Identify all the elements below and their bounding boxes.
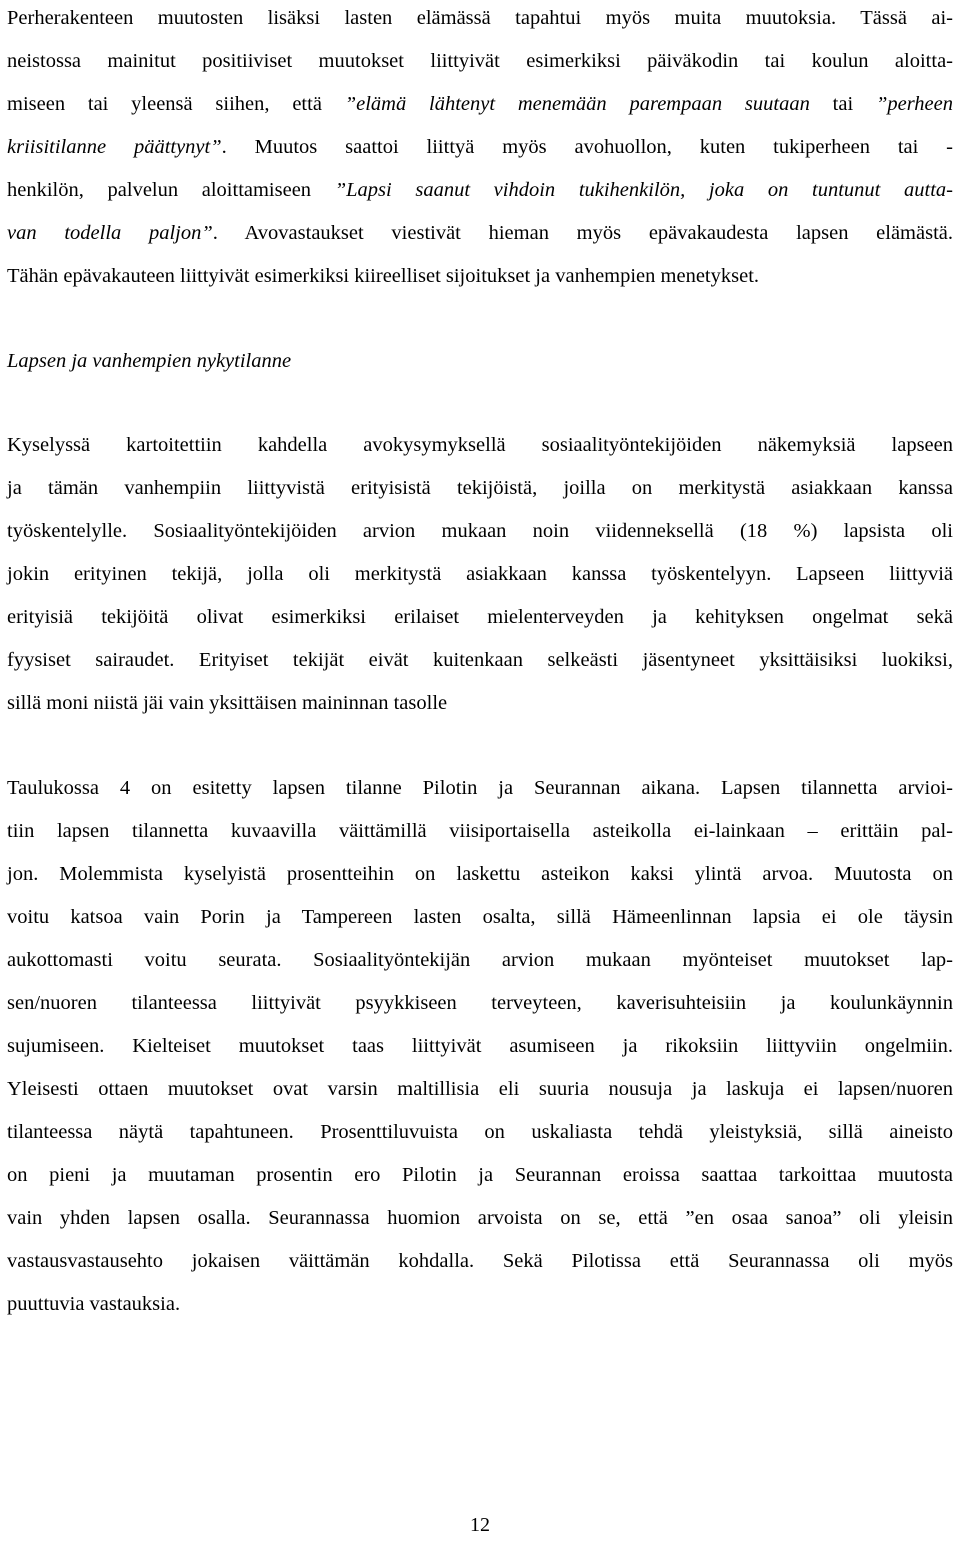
paragraph-line (7, 126, 953, 169)
paragraph-line: Kyselyssä kartoitettiin kahdella avokysymyksellä sosiaalityöntekijöiden näkemyksiä lapseen (7, 434, 953, 456)
paragraph-line (7, 83, 953, 126)
text-run: . Muutos saattoi liittyä myös avohuollon, kuten tukiperheen tai - (221, 136, 954, 158)
paragraph-line: ja tämän vanhempiin liittyvistä erityisistä tekijöistä, joilla on merkitystä asiakkaan kanssa (7, 477, 953, 499)
paragraph-line: aukottomasti voitu seurata. Sosiaalityöntekijän arvion mukaan myönteiset muutokset lap- (7, 949, 953, 971)
paragraph-table-4-summary (7, 767, 953, 1326)
quote-text: ”elämä lähtenyt menemään parempaan suutaan (344, 93, 810, 115)
text-run: neistossa mainitut positiiviset muutokset liittyivät esimerkiksi päiväkodin tai koulun aloitta- (7, 50, 953, 72)
paragraph-line: sillä moni niistä jäi vain yksittäisen maininnan tasolle (7, 692, 448, 714)
paragraph-line (7, 40, 953, 83)
text-run: henkilön, palvelun aloittamiseen (7, 179, 335, 201)
paragraph-line: sen/nuoren tilanteessa liittyivät psyykkiseen terveyteen, kaverisuhteisiin ja koulunkäynnin (7, 992, 953, 1014)
quote-text: ”Lapsi saanut vihdoin tukihenkilön, joka on tuntunut autta- (334, 179, 953, 201)
paragraph-current-situation (7, 424, 953, 725)
paragraph-line: sujumiseen. Kielteiset muutokset taas liittyivät asumiseen ja rikoksiin liittyviin ongelmiin. (7, 1035, 953, 1057)
paragraph-line: Yleisesti ottaen muutokset ovat varsin maltillisia eli suuria nousuja ja laskuja ei lapsen/nuoren (7, 1078, 953, 1100)
section-heading: Lapsen ja vanhempien nykytilanne (7, 350, 292, 372)
paragraph-line: fyysiset sairaudet. Erityiset tekijät eivät kuitenkaan selkeästi jäsentyneet yksittäisiksi luokiksi, (7, 649, 953, 671)
text-run: Tähän epävakauteen liittyivät esimerkiksi kiireelliset sijoitukset ja vanhempien menetykset. (7, 265, 760, 287)
paragraph-line: vain yhden lapsen osalla. Seurannassa huomion arvoista on se, että ”en osaa sanoa” oli yleisin (7, 1207, 953, 1229)
text-run: Perherakenteen muutosten lisäksi lasten elämässä tapahtui myös muita muutoksia. Tässä ai- (7, 7, 953, 29)
paragraph-line (7, 169, 953, 212)
quote-text: van todella paljon” (7, 222, 213, 244)
text-run: miseen tai yleensä siihen, että (7, 93, 345, 115)
paragraph-line: työskentelylle. Sosiaalityöntekijöiden arvion mukaan noin viidenneksellä (18 %) lapsista oli (7, 520, 953, 542)
paragraph-line: jokin erityinen tekijä, jolla oli merkitystä asiakkaan kanssa työskentelyyn. Lapseen liittyviä (7, 563, 953, 585)
text-run: tai (809, 93, 876, 115)
paragraph-line: on pieni ja muutaman prosentin ero Pilotin ja Seurannan eroissa saattaa tarkoittaa muutosta (7, 1164, 953, 1186)
quote-text: kriisitilanne päättynyt” (7, 136, 222, 158)
paragraph-line: tiin lapsen tilannetta kuvaavilla väittämillä viisiportaisella asteikolla ei-lainkaan – erittäin pal- (7, 820, 953, 842)
paragraph-family-changes (7, 0, 953, 298)
paragraph-line: Taulukossa 4 on esitetty lapsen tilanne Pilotin ja Seurannan aikana. Lapsen tilannetta arvioi- (7, 777, 953, 799)
paragraph-line (7, 212, 953, 255)
paragraph-line: voitu katsoa vain Porin ja Tampereen lasten osalta, sillä Hämeenlinnan lapsia ei ole täysin (7, 906, 953, 928)
paragraph-line (7, 255, 953, 298)
paragraph-line: vastausvastausehto jokaisen väittämän kohdalla. Sekä Pilotissa että Seurannassa oli myös (7, 1250, 953, 1272)
paragraph-line: puuttuvia vastauksia. (7, 1293, 181, 1315)
page-number: 12 (470, 1514, 490, 1536)
paragraph-line: jon. Molemmista kyselyistä prosentteihin on laskettu asteikon kaksi ylintä arvoa. Muutosta on (7, 863, 953, 885)
paragraph-line: tilanteessa näytä tapahtuneen. Prosenttiluvuista on uskaliasta tehdä yleistyksiä, sillä aineisto (7, 1121, 953, 1143)
quote-text: ”perheen (875, 93, 954, 115)
paragraph-line: erityisiä tekijöitä olivat esimerkiksi erilaiset mielenterveyden ja kehityksen ongelmat sekä (7, 606, 953, 628)
text-run: . Avovastaukset viestivät hieman myös epävakaudesta lapsen elämästä. (212, 222, 954, 244)
paragraph-line (7, 0, 953, 40)
